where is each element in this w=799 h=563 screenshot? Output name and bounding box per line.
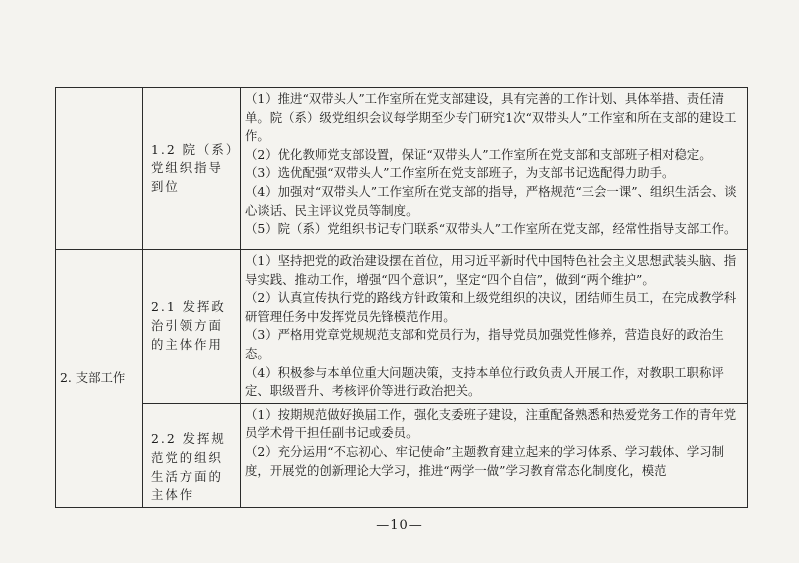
table-row xyxy=(56,88,748,250)
section-cell: 2. 支部工作 xyxy=(56,250,143,508)
table-row xyxy=(56,403,748,507)
list-item: （1）推进“双带头人”工作室所在党支部建设，具有完善的工作计划、具体举措、责任清单。院（系）级党组织会议每学期至少专门研究1次“双带头人”工作室和所在支部的建设工作。 xyxy=(245,91,737,144)
list-item: （5）院（系）党组织书记专门联系“双带头人”工作室所在党支部，经常性指导支部工作。 xyxy=(245,221,737,237)
subsection-cell: 1.2 院（系）党组织指导到位 xyxy=(143,88,241,250)
section-cell xyxy=(56,88,143,250)
list-item: （3）严格用党章党规规范支部和党员行为，指导党员加强党性修养，营造良好的政治生态。 xyxy=(245,327,724,361)
criteria-table xyxy=(55,87,748,508)
list-item: （2）认真宣传执行党的路线方针政策和上级党组织的决议，团结师生员工，在完成教学科研管理任务中发挥党员先锋模范作用。 xyxy=(245,290,737,324)
list-item: （2）充分运用“不忘初心、牢记使命”主题教育建立起来的学习体系、学习载体、学习制度，开展党的创新理论大学习，推进“两学一做”学习教育常态化制度化，模范 xyxy=(245,443,725,478)
list-item: （2）优化教师党支部设置，保证“双带头人”工作室所在党支部和支部班子相对稳定。 xyxy=(245,146,712,162)
items-cell xyxy=(241,403,748,507)
subsection-cell: 2.1 发挥政治引领方面的主体作用 xyxy=(143,250,241,404)
list-item: （4）加强对“双带头人”工作室所在党支部的指导，严格规范“三会一课”、组织生活会、谈心谈话、民主评议党员等制度。 xyxy=(245,183,737,218)
list-item: （1）按期规范做好换届工作，强化支委班子建设，注重配备熟悉和热爱党务工作的青年党员学术骨干担任副书记或委员。 xyxy=(245,406,737,441)
table-row xyxy=(56,250,748,404)
items-cell xyxy=(241,250,748,404)
list-item: （1）坚持把党的政治建设摆在首位，用习近平新时代中国特色社会主义思想武装头脑、指导实践、推动工作，增强“四个意识”，坚定“四个自信”，做到“两个维护”。 xyxy=(245,253,737,287)
list-item: （3）选优配强“双带头人”工作室所在党支部班子，为支部书记选配得力助手。 xyxy=(245,165,675,181)
items-cell xyxy=(241,88,748,250)
subsection-cell: 2.2 发挥规范党的组织生活方面的主体作 xyxy=(143,403,241,507)
page-number: —10— xyxy=(376,518,423,533)
list-item: （4）积极参与本单位重大问题决策，支持本单位行政负责人开展工作，对教职工职称评定、职级晋升、考核评价等进行政治把关。 xyxy=(245,364,724,399)
